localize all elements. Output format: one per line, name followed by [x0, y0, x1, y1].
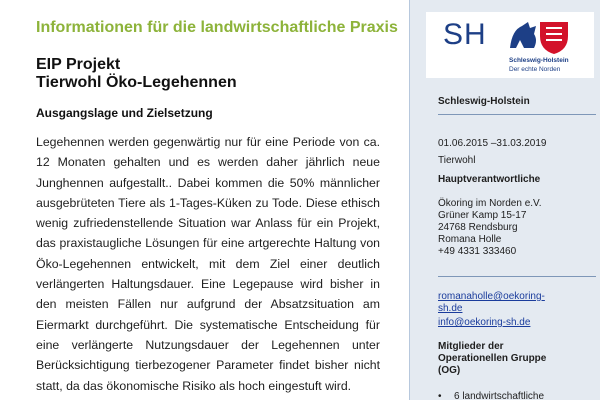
contact-person: Romana Holle	[438, 234, 502, 245]
member-list-item	[438, 391, 544, 402]
members-heading	[438, 341, 546, 377]
org-street: Grüner Kamp 15-17	[438, 210, 527, 221]
sidebar-divider	[438, 114, 596, 115]
email-link-line-1[interactable]: romanaholle@oekoring-	[438, 291, 545, 302]
contact-phone: +49 4331 333460	[438, 246, 517, 257]
responsible-heading: Hauptverantwortliche	[438, 174, 541, 185]
members-line-1: Mitglieder der	[438, 341, 504, 352]
org-city: 24768 Rendsburg	[438, 222, 518, 233]
praxis-header: Informationen für die landwirtschaftliche Praxis	[36, 19, 398, 36]
coat-of-arms-icon	[508, 18, 570, 56]
page-title	[36, 56, 237, 92]
logo-tagline: Der echte Norden	[509, 66, 561, 73]
schleswig-holstein-logo	[426, 12, 594, 78]
members-line-2: Operationellen Gruppe	[438, 353, 547, 364]
section-paragraph: Legehennen werden gegenwärtig nur für eine Periode von ca. 12 Monaten gehalten und es werden daher jährlich neue Junghennen aufgestallt.. Dabei kommen die 50% männlicher ausgebrüteten Tiere als 1-Tages-Küken zu Tode. Diese ethisch wenig zufriedenstellende Situation war Anlass für ein Projekt, das praxistaugliche Lösungen für eine artgerechte Haltung von Öko-Legehennen entwickelt, mit dem Ziel einer deutlich verlängerten Haltungsdauer. Eine Legepause wird bisher in den meisten Fällen nur aufgrund der Absatzsituation am Eiermarkt durchgeführt. Die systematische Entscheidung für eine verlängerte Nutzungsdauer der Legehennen unter Berücksichtigung tierbezogener Parameter findet bisher nicht statt, da das ökonomische Risiko als hoch eingestuft wird.	[36, 135, 380, 393]
sidebar-divider	[438, 276, 596, 277]
region-label: Schleswig-Holstein	[438, 96, 530, 107]
email-link-info[interactable]: info@oekoring-sh.de	[438, 317, 531, 328]
email-link-line-2[interactable]: sh.de	[438, 303, 463, 314]
bullet-icon: •	[438, 391, 442, 402]
logo-letters: SH	[443, 18, 487, 51]
info-sidebar	[409, 0, 600, 400]
project-topic: Tierwohl	[438, 155, 476, 166]
section-heading: Ausgangslage und Zielsetzung	[36, 106, 213, 120]
project-period: 01.06.2015 –31.03.2019	[438, 138, 547, 149]
member-item-text: 6 landwirtschaftliche	[454, 391, 545, 402]
logo-name: Schleswig-Holstein	[509, 57, 569, 64]
title-line-1: EIP Projekt	[36, 56, 121, 73]
title-line-2: Tierwohl Öko-Legehennen	[36, 74, 237, 91]
members-line-3: (OG)	[438, 365, 461, 376]
email-link-romana[interactable]	[438, 291, 545, 315]
org-name: Ökoring im Norden e.V.	[438, 198, 542, 209]
